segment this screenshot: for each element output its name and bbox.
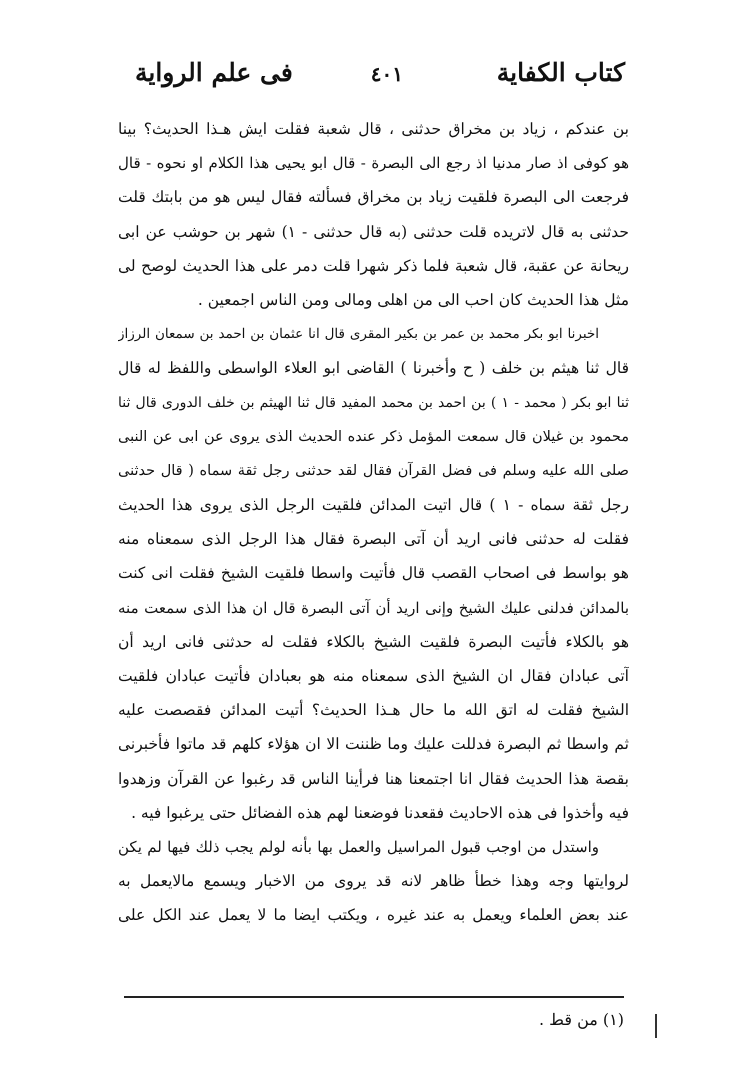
- text-line: حدثنى به قال لاتريده قلت حدثنى (به قال حدثنى - ١) شهر بن حوشب عن ابى: [118, 222, 629, 241]
- book-title: كتاب الكفاية: [496, 58, 625, 87]
- footnote-divider: [124, 996, 624, 998]
- body-text: [118, 112, 629, 933]
- text-line: مثل هذا الحديث كان احب الى من اهلى ومالى ومن الناس اجمعين .: [197, 290, 629, 309]
- text-line: اخبرنا ابو بكر محمد بن عمر بن بكير المقرى قال انا عثمان بن احمد بن سمعان الرزاز: [118, 326, 599, 343]
- text-line: فرجعت الى البصرة فلقيت زياد بن مخراق فسألته فقال ليس هو من بابتك قلت: [118, 188, 629, 207]
- text-line: ثم واسطا ثم البصرة فدللت عليك وما ظننت الا ان هؤلاء كلهم قد ماتوا فأخبرنى: [118, 735, 629, 754]
- text-line: هو بواسط فى اصحاب القصب قال فأتيت واسطا فلقيت الشيخ فقلت انى كنت: [118, 564, 629, 583]
- page-number: ٤٠١: [370, 62, 403, 86]
- text-line: هو بالكلاء فأتيت البصرة فلقيت الشيخ بالكلاء فقلت له حدثنى فانى اريد أن: [118, 632, 629, 651]
- running-title: فى علم الرواية: [135, 58, 293, 87]
- text-line: صلى الله عليه وسلم فى فضل القرآن فقال لقد حدثنى رجل ثقة سماه ( قال حدثنى: [118, 462, 629, 479]
- text-line: الشيخ فقلت له اتق الله ما حال هـذا الحديث؟ أتيت المدائن فقصصت عليه: [118, 701, 629, 720]
- text-line: رجل ثقة سماه - ١ ) قال اتيت المدائن فلقيت الرجل الذى يروى هذا الحديث: [118, 496, 629, 515]
- page-header: [135, 54, 625, 104]
- text-line: آتى عبادان فقال ان الشيخ الذى سمعناه منه هو بعبادان فأتيت عبادان فلقيت: [118, 667, 629, 685]
- text-line: بن عندكم ، زياد بن مخراق حدثنى ، قال شعبة فقلت ايش هـذا الحديث؟ بينا: [118, 120, 629, 138]
- text-line: لروايتها وجه وهذا خطأ ظاهر لانه قد يروى من الاخبار ويسمع مالايعمل به: [118, 872, 629, 891]
- text-line: بالمدائن فدلنى عليك الشيخ وإنى اريد أن آتى البصرة قال ان هذا الذى سمعت منه: [118, 598, 629, 617]
- text-line: واستدل من اوجب قبول المراسيل والعمل بها بأنه لولم يجب ذلك فيها لم يكن: [118, 837, 599, 856]
- text-line: محمود بن غيلان قال سمعت المؤمل ذكر عنده الحديث الذى يروى عن ابى عن النبى: [118, 428, 629, 445]
- text-line: ريحانة عن عقبة، قال شعبة فلما ذكر شهرا قلت دمر على هذا الحديث لوصح لى: [118, 256, 629, 275]
- text-line: بقصة هذا الحديث فقال انا اجتمعنا هنا فرأينا الناس قد رغبوا عن القرآن وزهدوا: [118, 769, 629, 788]
- margin-mark: [655, 1014, 657, 1038]
- footnote: (١) من قط .: [538, 1010, 624, 1029]
- text-line: عند بعض العلماء ويعمل به عند غيره ، ويكتب ايضا ما لا يعمل عند الكل على: [118, 906, 629, 925]
- text-line: فقلت له حدثنى فانى اريد أن آتى البصرة فقال هذا الرجل الذى سمعناه منه: [118, 530, 629, 549]
- text-line: ثنا ابو بكر ( محمد - ١ ) بن احمد بن محمد المفيد قال ثنا الهيثم بن خلف الدورى قال ثنا: [118, 394, 629, 411]
- text-line: فيه وأخذوا فى هذه الاحاديث فقعدنا فوضعنا لهم هذه الفضائل حتى يرغبوا فيه .: [131, 803, 629, 822]
- text-line: هو كوفى اذ صار مدنيا اذ رجع الى البصرة - قال ابو يحيى هذا الكلام او نحوه - قال: [118, 154, 629, 173]
- text-line: قال ثنا هيثم بن خلف ( ح وأخبرنا ) القاضى ابو العلاء الواسطى واللفظ له قال: [118, 359, 629, 378]
